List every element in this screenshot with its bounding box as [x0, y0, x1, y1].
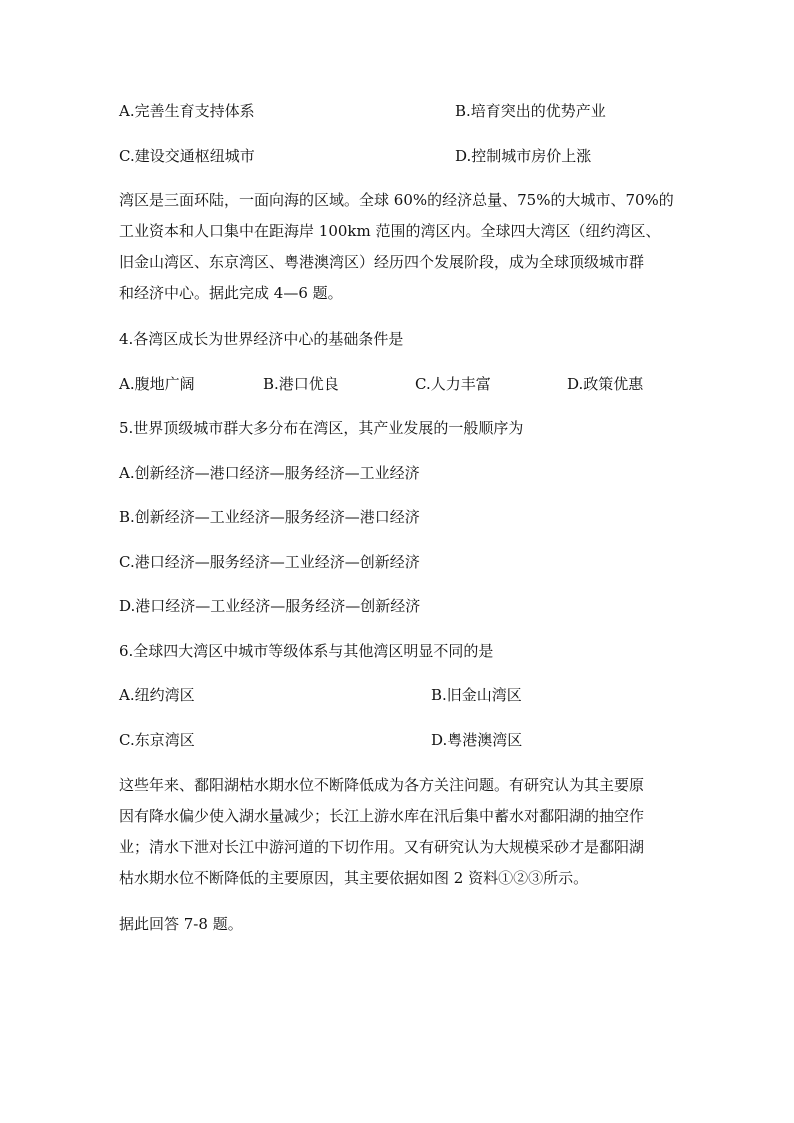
- passage-line: 湾区是三面环陆，一面向海的区域。全球 60%的经济总量、75%的大城市、70%的: [119, 191, 674, 209]
- q6-option-c: C.东京湾区: [119, 731, 195, 749]
- bay-area-passage: [119, 185, 689, 309]
- q5-stem: 5.世界顶级城市群大多分布在湾区，其产业发展的一般顺序为: [119, 419, 524, 437]
- q4-option-a: A.腹地广阔: [119, 375, 195, 393]
- q5-option-c: C.港口经济—服务经济—工业经济—创新经济: [119, 553, 420, 571]
- q4-option-d: D.政策优惠: [567, 375, 644, 393]
- q3-option-c: C.建设交通枢纽城市: [119, 147, 255, 165]
- q6-stem: 6.全球四大湾区中城市等级体系与其他湾区明显不同的是: [119, 642, 494, 660]
- q6-option-d: D.粤港澳湾区: [431, 731, 523, 749]
- passage-line: 业；清水下泄对长江中游河道的下切作用。又有研究认为大规模采砂才是鄱阳湖: [119, 838, 645, 856]
- q3-option-a: A.完善生育支持体系: [119, 102, 255, 120]
- passage-line: 和经济中心。据此完成 4—6 题。: [119, 284, 343, 302]
- passage-line: 因有降水偏少使入湖水量减少；长江上游水库在汛后集中蓄水对鄱阳湖的抽空作: [119, 807, 645, 825]
- q4-option-c: C.人力丰富: [415, 375, 491, 393]
- q5-option-a: A.创新经济—港口经济—服务经济—工业经济: [119, 464, 420, 482]
- passage-line: 枯水期水位不断降低的主要原因，其主要依据如图 2 资料①②③所示。: [119, 869, 589, 887]
- q6-option-b: B.旧金山湾区: [431, 686, 522, 704]
- instruction-7-8: 据此回答 7-8 题。: [119, 915, 243, 933]
- q5-option-b: B.创新经济—工业经济—服务经济—港口经济: [119, 508, 420, 526]
- q3-option-b: B.培育突出的优势产业: [455, 102, 606, 120]
- poyang-lake-passage: [119, 770, 689, 894]
- passage-line: 这些年来、鄱阳湖枯水期水位不断降低成为各方关注问题。有研究认为其主要原: [119, 776, 645, 794]
- q6-option-a: A.纽约湾区: [119, 686, 195, 704]
- q4-stem: 4.各湾区成长为世界经济中心的基础条件是: [119, 330, 404, 348]
- passage-line: 工业资本和人口集中在距海岸 100km 范围的湾区内。全球四大湾区（纽约湾区、: [119, 222, 661, 240]
- q3-option-d: D.控制城市房价上涨: [455, 147, 592, 165]
- q5-option-d: D.港口经济—工业经济—服务经济—创新经济: [119, 597, 421, 615]
- passage-line: 旧金山湾区、东京湾区、粤港澳湾区）经历四个发展阶段，成为全球顶级城市群: [119, 253, 645, 271]
- q4-option-b: B.港口优良: [263, 375, 339, 393]
